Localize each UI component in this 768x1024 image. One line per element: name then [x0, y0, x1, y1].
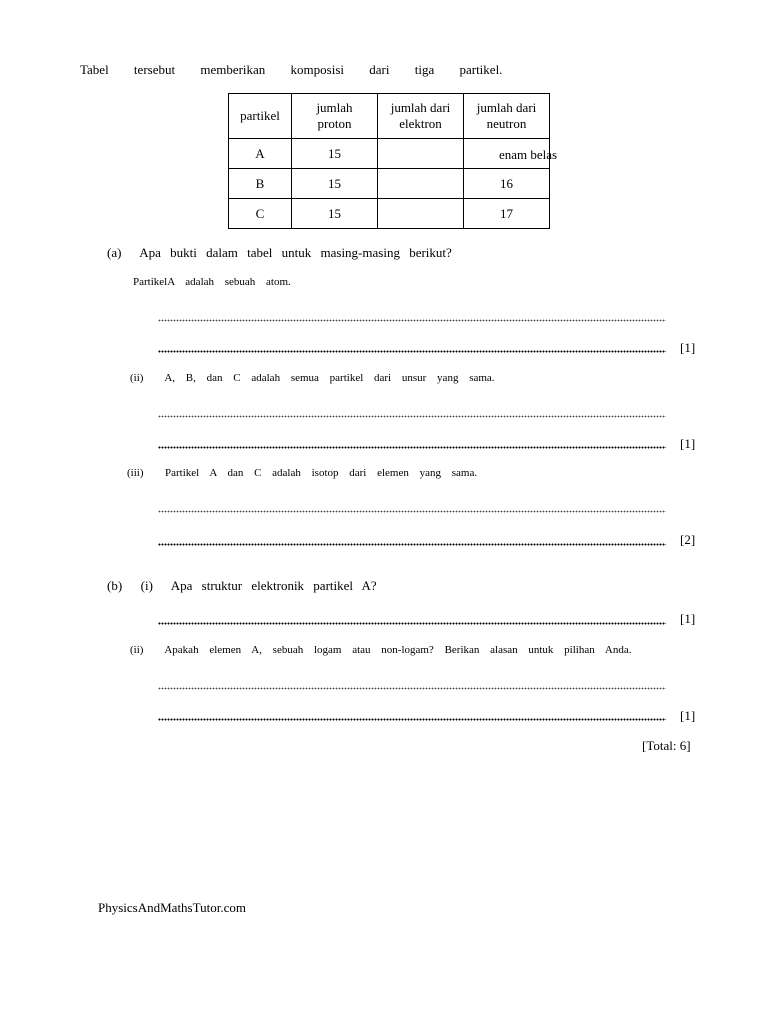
answer-line[interactable] [158, 446, 666, 449]
header-elektron-line2: elektron [399, 116, 442, 131]
header-neutron-line1: jumlah dari [476, 100, 537, 115]
question-a-ii-text: A, B, dan C adalah semua partikel dari unsur yang sama. [164, 372, 495, 384]
question-a-ii [130, 372, 495, 384]
question-a-i-text: PartikelA adalah sebuah atom. [133, 276, 291, 288]
question-b-i-text: Apa struktur elektronik partikel A? [170, 578, 377, 593]
header-partikel-label: partikel [240, 108, 280, 123]
mark-b-i: [1] [680, 611, 696, 626]
question-b [107, 578, 377, 594]
cell-neutrons: 17 [464, 199, 550, 229]
question-a-iii-label: (iii) [127, 467, 144, 479]
cell-protons: 15 [292, 169, 378, 199]
header-proton [292, 94, 378, 139]
header-elektron-line1: jumlah dari [390, 100, 451, 115]
header-neutron-line2: neutron [486, 116, 527, 131]
answer-line[interactable] [158, 718, 666, 721]
table-row [229, 199, 550, 229]
answer-line[interactable] [158, 510, 666, 513]
answer-line[interactable] [158, 687, 666, 690]
answer-line[interactable] [158, 543, 666, 546]
answer-line[interactable] [158, 415, 666, 418]
mark-a-i: [1] [680, 340, 696, 355]
question-a-label: (a) [107, 245, 122, 260]
answer-line[interactable] [158, 350, 666, 353]
cell-electrons [378, 199, 464, 229]
cell-particle: B [229, 169, 292, 199]
question-b-ii [130, 644, 631, 656]
mark-b-ii: [1] [680, 708, 696, 723]
intro-text: Tabel tersebut memberikan komposisi dari tiga partikel. [80, 62, 503, 77]
cell-neutrons-a-overflow: enam belas [499, 147, 558, 162]
cell-neutrons: 16 [464, 169, 550, 199]
header-proton-line2: proton [317, 116, 352, 131]
question-b-ii-label: (ii) [130, 644, 144, 656]
question-b-i-label: (i) [140, 578, 153, 593]
table-row [229, 169, 550, 199]
header-partikel [229, 94, 292, 139]
question-a-iii-text: Partikel A dan C adalah isotop dari elemen yang sama. [165, 467, 478, 479]
cell-electrons [378, 169, 464, 199]
header-elektron [378, 94, 464, 139]
mark-a-ii: [1] [680, 436, 696, 451]
cell-particle: A [229, 139, 292, 169]
question-b-ii-text: Apakah elemen A, sebuah logam atau non-logam? Berikan alasan untuk pilihan Anda. [164, 644, 632, 656]
total-marks: [Total: 6] [642, 738, 691, 753]
answer-line[interactable] [158, 319, 666, 322]
cell-protons: 15 [292, 199, 378, 229]
question-a-ii-label: (ii) [130, 372, 144, 384]
cell-protons: 15 [292, 139, 378, 169]
header-neutron [464, 94, 550, 139]
cell-electrons [378, 139, 464, 169]
question-a-iii [127, 467, 477, 479]
cell-particle: C [229, 199, 292, 229]
header-proton-line1: jumlah [316, 100, 353, 115]
answer-line[interactable] [158, 622, 666, 625]
table-header-row [229, 94, 550, 139]
mark-a-iii: [2] [680, 532, 696, 547]
question-a [107, 245, 452, 261]
question-a-text: Apa bukti dalam tabel untuk masing-masing berikut? [139, 245, 452, 260]
footer-source: PhysicsAndMathsTutor.com [98, 900, 246, 915]
question-b-label: (b) [107, 578, 123, 593]
